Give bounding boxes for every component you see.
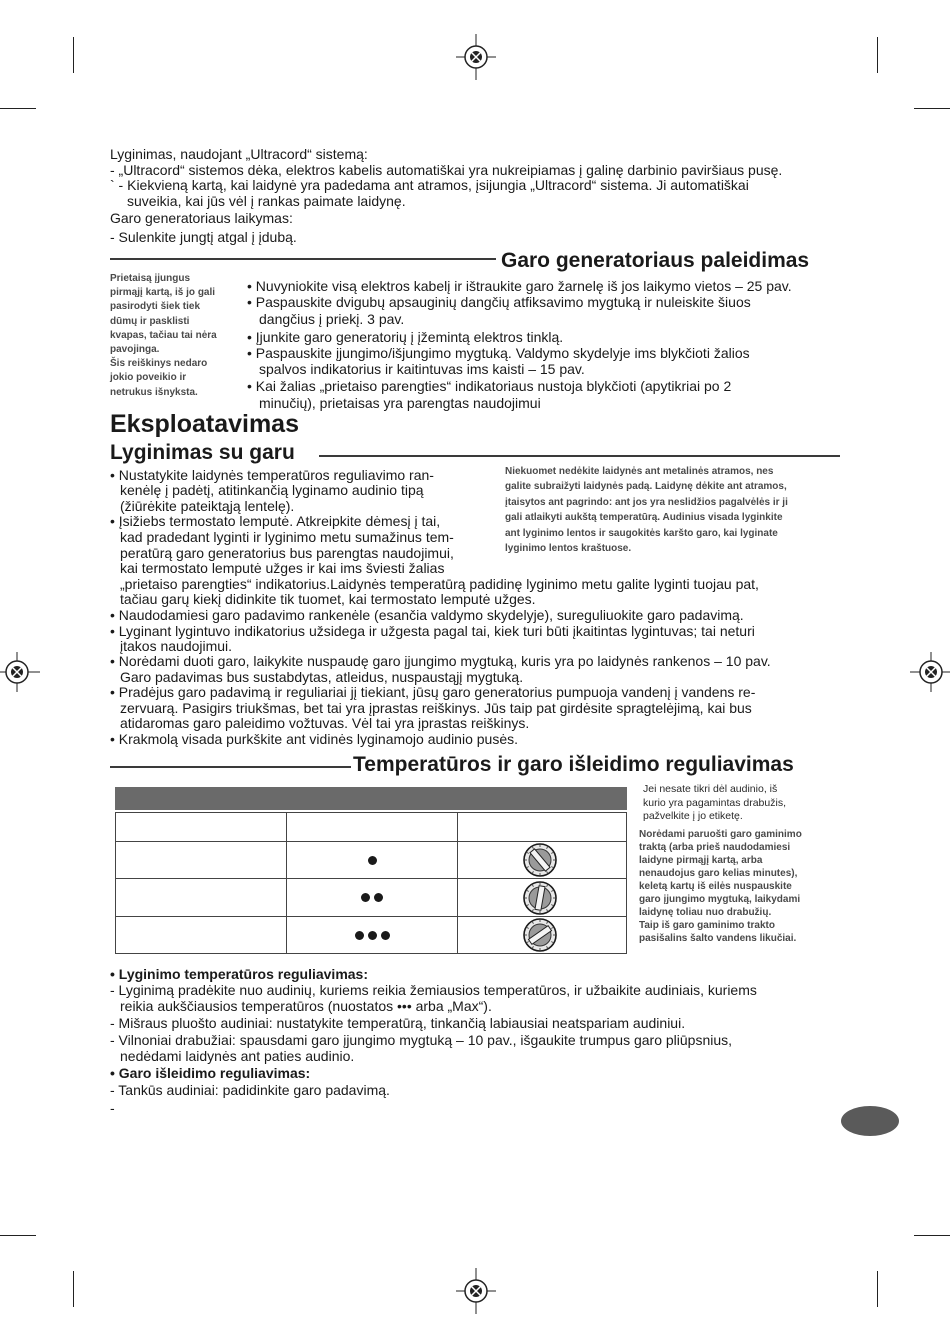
body-line: - Lyginimą pradėkite nuo audinių, kuriems reikia žemiausios temperatūros, ir užbaikite audiniais, kuriems (110, 982, 757, 998)
temperature-dots (286, 878, 458, 917)
table-cell (115, 916, 287, 954)
temperature-dot (355, 931, 364, 940)
note-line: Niekuomet nedėkite laidynės ant metalinės atramos, nes (505, 466, 774, 477)
body-line: (žiūrėkite pateiktąją lentelę). (120, 498, 295, 514)
note-line: Norėdami paruošti garo gaminimo (639, 829, 802, 840)
body-line: atidaromas garo paleidimo vožtuvas. Vėl tai yra įprastas reiškinys. (120, 715, 530, 731)
intro-line: Lyginimas, naudojant „Ultracord“ sistemą: (110, 146, 368, 162)
table-header-bar (115, 787, 627, 810)
registration-mark-icon (456, 1268, 496, 1314)
note-line: nenaudojus garo kelias minutes), (639, 868, 798, 879)
note-line: keletą kartų iš eilės nuspauskite (639, 881, 792, 892)
intro-line: - „Ultracord“ sistemos dėka, elektros kabelis automatiškai yra nukreipiamas į galinę darbinio paviršiaus pusę. (110, 162, 783, 178)
note-line: jokio poveikio ir (110, 372, 187, 384)
temperature-dot (381, 931, 390, 940)
registration-mark-icon (0, 652, 40, 692)
body-line: zervuarą. Pasigirs triukšmas, bet tai yra įprastas reiškinys. Jūs taip pat girdėsite spragtelėjimą, kai bus (120, 700, 752, 716)
section-use-title: Eksploatavimas (110, 410, 299, 438)
note-line: galite subraižyti laidynės padą. Laidynę dėkite ant atramos, (505, 481, 787, 493)
registration-mark-icon (456, 34, 496, 80)
body-line: • Lyginant lygintuvo indikatorius užsidega ir užgesta pagal tai, kiek turi būti įkaitintas lygintuvas; tai neturi (110, 623, 755, 639)
thermostat-dial-icon (520, 881, 560, 915)
note-line: dūmų ir pasklisti (110, 315, 190, 327)
note-line: gali atlaikyti aukštą temperatūrą. Audinius visada lyginkite (505, 512, 783, 524)
intro-line: Garo generatoriaus laikymas: (110, 210, 293, 226)
body-line: - (110, 1100, 115, 1116)
note-line: laidyne pirmąjį kartą, arba (639, 855, 763, 866)
thermostat-dial-icon (520, 843, 560, 877)
section-use-subtitle: Lyginimas su garu (110, 441, 295, 464)
body-line: nedėdami laidynės ant paties audinio. (120, 1048, 355, 1064)
note-line: pasirodyti šiek tiek (110, 301, 201, 313)
body-line: • Naudodamiesi garo padavimo rankenėle (esančia valdymo skydelyje), sureguliuokite garo padavimą. (110, 607, 744, 623)
body-line: • Kai žalias „prietaiso parengties“ indikatoriaus nustoja blykčioti (apytikriai po 2 (247, 378, 732, 394)
section-rule (319, 455, 840, 457)
body-line: • Įjunkite garo generatorių į įžemintą elektros tinklą. (247, 329, 564, 345)
table-cell (115, 878, 287, 917)
body-line: • Krakmolą visada purkškite ant vidinės lyginamojo audinio pusės. (110, 731, 519, 747)
note-line: kvapas, tačiau tai nėra (110, 329, 217, 341)
body-line: įtakos naudojimui. (120, 638, 233, 654)
note-line: lyginimo lentos kraštuose. (505, 543, 632, 555)
note-line: pasišalins šalto vandens likučiai. (639, 933, 797, 944)
thermostat-dial-icon (520, 918, 560, 952)
intro-line: suveikia, kai jūs vėl į rankas paimate laidynę. (127, 193, 406, 209)
intro-line: ` - Kiekvieną kartą, kai laidynė yra padedama ant atramos, įsijungia „Ultracord“ sistema. Ji automatiškai (110, 177, 749, 193)
note-line: netrukus išnyksta. (110, 386, 198, 398)
body-line: - Mišraus pluošto audiniai: nustatykite temperatūrą, tinkančią labiausiai neatspariam audiniui. (110, 1015, 686, 1031)
note-line: laidynę toliau nuo drabužių. (639, 907, 772, 918)
body-line: - Vilnoniai drabužiai: spausdami garo įjungimo mygtuką – 10 pav., išgaukite trumpus garo pliūpsnius, (110, 1032, 733, 1048)
temperature-dots (286, 916, 458, 954)
body-line: Garo padavimas bus sustabdytas, atleidus, nuspaustąjį mygtuką. (120, 669, 524, 685)
note-line: Šis reiškinys nedaro (110, 358, 208, 370)
note-line: Prietaisą įjungus (110, 273, 191, 284)
body-line: • Paspauskite įjungimo/išjungimo mygtuką. Valdymo skydelyje ims blykčioti žalios (247, 345, 750, 361)
body-line: dangčius į priekį. 3 pav. (259, 311, 405, 327)
table-cell (457, 812, 627, 842)
body-line: • Pradėjus garo padavimą ir reguliariai jį tiekiant, jūsų garo generatorius pumpuoja vandenį į vandens re- (110, 684, 756, 700)
body-line: kenėlę į padėtį, atitinkančią lyginamo audinio tipą (120, 482, 424, 498)
note-line: Taip iš garo gaminimo trakto (639, 920, 775, 931)
note-line: pavojinga. (110, 344, 160, 356)
page-number-badge (841, 1106, 899, 1136)
body-line: • Nuvyniokite visą elektros kabelį ir ištraukite garo žarnelę iš jos laikymo vietos – 25 pav. (247, 278, 792, 294)
body-line: tačiau garų kiekį didinkite tik tuomet, kai termostato lemputė užges. (120, 591, 536, 607)
note-line: pažvelkite į jo etiketę. (643, 810, 743, 822)
side-note-start (110, 272, 217, 400)
temperature-dot (361, 893, 370, 902)
section-rule (110, 258, 496, 260)
intro-line: - Sulenkite jungtį atgal į įdubą. (110, 229, 297, 245)
body-line: minučių), prietaisas yra parengtas naudojimui (259, 395, 541, 411)
section-rule (110, 766, 351, 768)
side-note-temp-top (643, 783, 786, 824)
table-cell (286, 812, 458, 842)
table-cell (115, 812, 287, 842)
note-line: įtaisytos ant pagrindo: ant jos yra neslidžios pagalvėlės ir ji (505, 496, 788, 508)
body-line: • Lyginimo temperatūros reguliavimas: (110, 966, 369, 982)
body-line: peratūrą garo generatorius bus parengtas naudojimui, (120, 545, 454, 561)
temperature-dot (368, 931, 377, 940)
body-line: • Įsižiebs termostato lemputė. Atkreipkite dėmesį į tai, (110, 513, 441, 529)
side-note-temp (639, 828, 802, 945)
temperature-dot (374, 893, 383, 902)
note-line: Jei nesate tikri dėl audinio, iš (643, 783, 778, 795)
body-line: • Norėdami duoti garo, laikykite nuspaudę garo įjungimo mygtuką, kuris yra po laidynės rankenos – 10 pav. (110, 653, 771, 669)
body-line: • Nustatykite laidynės temperatūros reguliavimo ran- (110, 467, 434, 483)
body-line: • Garo išleidimo reguliavimas: (110, 1065, 311, 1081)
temperature-dots (286, 841, 458, 879)
table-cell (115, 841, 287, 879)
side-note-use (505, 464, 788, 556)
section-start-title: Garo generatoriaus paleidimas (501, 249, 810, 272)
section-temp-title: Temperatūros ir garo išleidimo reguliavimas (353, 753, 794, 776)
body-line: reikia aukščiausios temperatūros (nuostatos ••• arba „Max“). (120, 998, 492, 1014)
body-line: • Paspauskite dvigubų apsauginių dangčių atfiksavimo mygtuką ir nuleiskite šiuos (247, 294, 751, 310)
body-line: kad pradedant lyginti ir lyginimo metu sumažinus tem- (120, 529, 454, 545)
body-line: kai termostato lemputė užges ir kai ims šviesti žalias (120, 560, 445, 576)
note-line: pirmąjį kartą, iš jo gali (110, 287, 216, 299)
registration-mark-icon (910, 652, 950, 692)
body-line: spalvos indikatorius ir kaitintuvas ims kaisti – 15 pav. (259, 361, 585, 377)
body-line: „prietaiso parengties“ indikatorius.Laidynės temperatūrą padidinę lyginimo metu galite lyginti tuojau pat, (120, 576, 759, 592)
body-line: - Tankūs audiniai: padidinkite garo padavimą. (110, 1082, 390, 1098)
temperature-dot (368, 856, 377, 865)
note-line: kurio yra pagamintas drabužis, (643, 796, 786, 809)
note-line: ant lyginimo lentos ir saugokitės karšto garo, kai lyginate (505, 527, 778, 539)
note-line: traktą (arba prieš naudodamiesi (639, 842, 791, 853)
note-line: garo įjungimo mygtuką, laikydami (639, 894, 801, 905)
